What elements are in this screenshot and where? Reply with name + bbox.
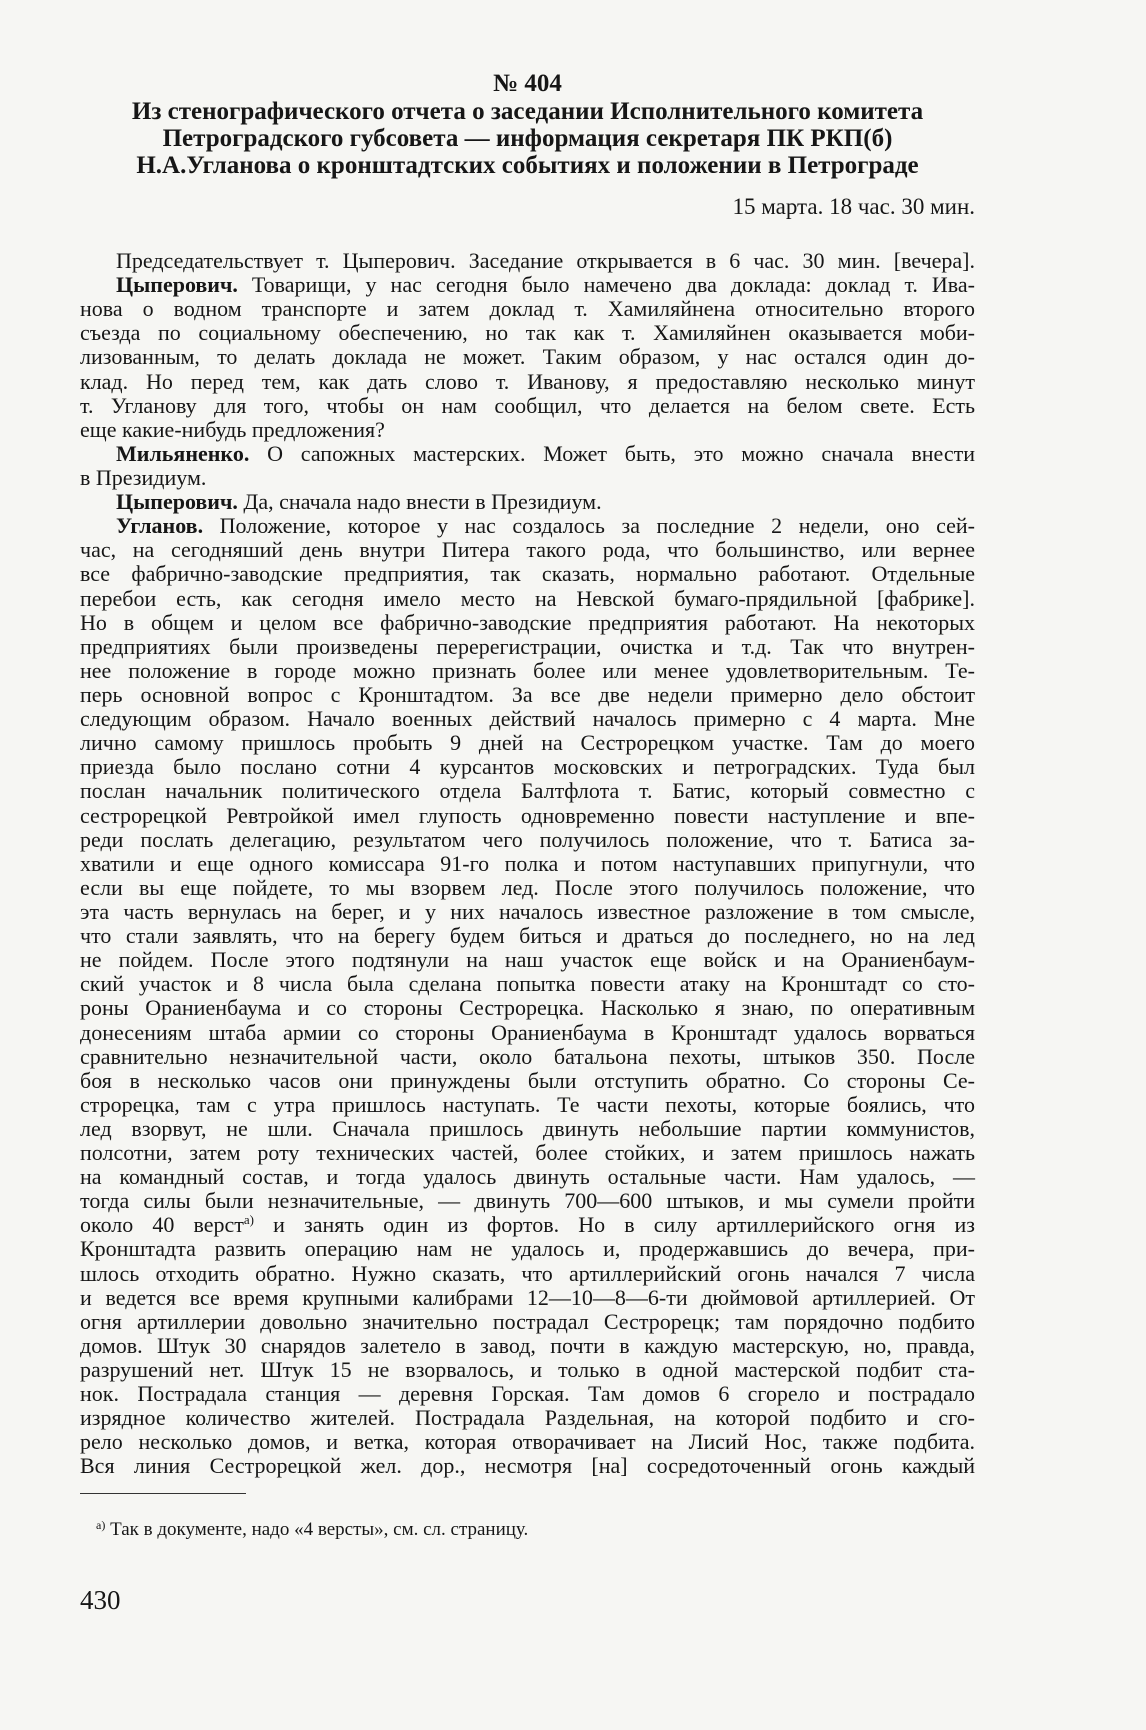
line-text: нее положение в городе можно признать более или менее удовлетворительным. Те-: [80, 657, 975, 683]
footnote-divider: [80, 1493, 246, 1494]
text-line: [80, 876, 975, 900]
speaker-name: Цыперович.: [116, 489, 238, 515]
line-text: лед взорвут, не шли. Сначала пришлось двинуть небольшие партии коммунистов,: [80, 1115, 975, 1141]
document-title: [80, 98, 975, 179]
text-line: [80, 1117, 975, 1141]
speaker-name: Угланов.: [116, 513, 204, 539]
footnote-text: Так в документе, надо «4 версты», см. сл. страницу.: [105, 1519, 529, 1540]
text-line: [80, 635, 975, 659]
text-line: [80, 924, 975, 948]
footnote: [96, 1519, 528, 1541]
text-line: [80, 1334, 975, 1358]
text-line: [80, 321, 975, 345]
line-text: сестрорецкой Ревтройкой имел глупость одновременно повести наступление и впе-: [80, 802, 975, 828]
line-text: съезда по социальному обеспечению, но так как т. Хамиляйнен оказывается моби-: [80, 320, 975, 346]
line-text: предприятиях были произведены перерегистрации, очистка и т.д. Так что внутрен-: [80, 633, 975, 659]
line-text: послан начальник политического отдела Балтфлота т. Батис, который совместно с: [80, 778, 975, 804]
line-text: и ведется все время крупными калибрами 12—10—8—6-ти дюймовой артиллерией. От: [80, 1284, 975, 1310]
text-line: [80, 996, 975, 1020]
line-text: нова о водном транспорте и затем доклад т. Хамиляйнена относительно второго: [80, 296, 975, 322]
line-text: донесениям штаба армии со стороны Ораниенбаума в Кронштадт удалось ворваться: [80, 1019, 975, 1045]
page-number: 430: [80, 1585, 121, 1615]
line-text: что стали заявлять, что на берегу будем биться и драться до последнего, но на лед: [80, 923, 975, 949]
text-line: [80, 948, 975, 972]
line-text: перь основной вопрос с Кронштадтом. За все две недели примерно дело обстоит: [80, 681, 975, 707]
text-line: [80, 804, 975, 828]
text-line: [80, 755, 975, 779]
line-text: лизованным, то делать доклада не может. Таким образом, у нас остался один до-: [80, 344, 975, 370]
line-text: Кронштадта развить операцию нам не удалось и, продержавшись до вечера, при-: [80, 1236, 975, 1262]
line-text: строрецка, там с утра пришлось наступать. Те части пехоты, которые боялись, что: [80, 1091, 975, 1117]
text-line: [80, 1021, 975, 1045]
line-text: разрушений нет. Штук 15 не взорвалось, и только в одной мастерской подбит ста-: [80, 1357, 975, 1383]
line-text: нок. Пострадала станция — деревня Горская. Там домов 6 сгорело и пострадало: [80, 1381, 975, 1407]
speaker-name: Мильяненко.: [116, 440, 250, 466]
line-text: еще какие-нибудь предложения?: [80, 416, 385, 442]
line-text: Но в общем и целом все фабрично-заводские предприятия работают. На некоторых: [80, 609, 975, 635]
text-line: [80, 1069, 975, 1093]
text-line: [80, 273, 975, 297]
text-line: [80, 587, 975, 611]
line-text: не пойдем. После этого подтянули на наш участок еще войск и на Ораниенбаум-: [80, 947, 975, 973]
line-text: перебои есть, как сегодня имело место на Невской бумаго-прядильной [фабрике].: [80, 585, 975, 611]
text-line: [80, 900, 975, 924]
line-text: около 40 верст: [80, 1212, 244, 1238]
line-text: сравнительно незначительной части, около батальона пехоты, штыков 350. После: [80, 1043, 975, 1069]
title-line: Н.А.Угланова о кронштадтских событиях и положении в Петрограде: [136, 152, 919, 179]
document-body: [80, 249, 975, 1479]
line-text: Положение, которое у нас создалось за последние 2 недели, оно сей-: [203, 513, 975, 539]
text-line: [80, 1406, 975, 1430]
line-text: Председательствует т. Цыперович. Заседание открывается в 6 час. 30 мин. [вечера].: [116, 248, 975, 273]
line-text: огня артиллерии довольно значительно пострадал Сестрорецк; там порядочно подбито: [80, 1308, 975, 1334]
text-line: [80, 249, 975, 273]
line-text: рело несколько домов, и ветка, которая отворачивает на Лисий Нос, также подбита.: [80, 1429, 975, 1455]
line-text: лично самому пришлось пробыть 9 дней на Сестрорецком участке. Там до моего: [80, 730, 975, 756]
document-date: 15 марта. 18 час. 30 мин.: [732, 194, 975, 219]
line-text: полсотни, затем роту технических частей, более стойких, и затем пришлось нажать: [80, 1140, 975, 1166]
text-line: [80, 972, 975, 996]
text-line: [80, 611, 975, 635]
text-line: [80, 1430, 975, 1454]
text-line: [80, 297, 975, 321]
footnote-mark: а): [96, 1518, 106, 1532]
line-text: Товарищи, у нас сегодня было намечено два доклада: доклад т. Ива-: [237, 272, 975, 298]
footnote-reference: а): [243, 1212, 255, 1228]
line-text: хватили и еще одного комиссара 91-го полка и потом наступавших припугнули, что: [80, 850, 975, 876]
text-line: [80, 1045, 975, 1069]
line-text: реди послать делегацию, результатом чего получилось положение, что т. Батиса за-: [80, 826, 975, 852]
text-line: [80, 1286, 975, 1310]
text-line: [80, 707, 975, 731]
title-line: Петроградского губсовета — информация секретаря ПК РКП(б): [162, 125, 893, 152]
text-line: [80, 490, 975, 514]
line-text: роны Ораниенбаума и со стороны Сестрорецка. Насколько я знаю, по оперативным: [80, 995, 975, 1021]
line-text: и занять один из фортов. Но в силу артиллерийского огня из: [254, 1212, 975, 1238]
document-number: № 404: [493, 70, 562, 97]
line-text: час, на сегодняший день внутри Питера такого рода, что большинство, или вернее: [80, 537, 975, 563]
line-text: следующим образом. Начало военных действий началось примерно с 4 марта. Мне: [80, 706, 975, 732]
line-text: ский участок и 8 числа была сделана попытка повести атаку на Кронштадт со сто-: [80, 971, 975, 997]
title-line: Из стенографического отчета о заседании Исполнительного комитета: [131, 98, 924, 125]
text-line: [80, 345, 975, 369]
text-line: [80, 442, 975, 466]
text-line: [80, 852, 975, 876]
text-line: [80, 466, 975, 490]
line-text: боя в несколько часов они принуждены были отступить обратно. Со стороны Се-: [80, 1067, 975, 1093]
line-text: в Президиум.: [80, 464, 207, 490]
line-text: шлось отходить обратно. Нужно сказать, что артиллерийский огонь начался 7 числа: [80, 1260, 975, 1286]
line-text: тогда силы были незначительные, — двинуть 700—600 штыков, и мы сумели пройти: [80, 1188, 975, 1214]
text-line: [80, 731, 975, 755]
text-line: [80, 562, 975, 586]
text-line: [80, 514, 975, 538]
text-line: [80, 1093, 975, 1117]
text-line: [80, 1165, 975, 1189]
line-text: клад. Но перед тем, как дать слово т. Иванову, я предоставляю несколько минут: [80, 368, 975, 394]
line-text: эта часть вернулась на берег, и у них началось известное разложение в том смысле,: [80, 898, 975, 924]
line-text: домов. Штук 30 снарядов залетело в завод, почти в каждую мастерскую, но, правда,: [80, 1332, 975, 1358]
text-line: [80, 1310, 975, 1334]
text-line: [80, 1213, 975, 1237]
text-line: [80, 828, 975, 852]
text-line: [80, 1237, 975, 1261]
text-line: [80, 1358, 975, 1382]
line-text: все фабрично-заводские предприятия, так сказать, нормально работают. Отдельные: [80, 561, 975, 587]
text-line: [80, 1382, 975, 1406]
text-line: [80, 538, 975, 562]
text-line: [80, 1262, 975, 1286]
line-text: на командный состав, и тогда удалось двинуть остальные части. Нам удалось, —: [80, 1164, 975, 1190]
text-line: [80, 370, 975, 394]
line-text: приезда было послано сотни 4 курсантов московских и петроградских. Туда был: [80, 754, 975, 780]
text-line: [80, 394, 975, 418]
text-line: [80, 659, 975, 683]
line-text: т. Угланову для того, чтобы он нам сообщил, что делается на белом свете. Есть: [80, 392, 975, 418]
text-line: [80, 683, 975, 707]
text-line: [80, 1189, 975, 1213]
line-text: О сапожных мастерских. Может быть, это можно сначала внести: [249, 440, 975, 466]
speaker-name: Цыперович.: [116, 272, 238, 298]
text-line: [80, 1454, 975, 1478]
line-text: Да, сначала надо внести в Президиум.: [237, 489, 602, 515]
text-line: [80, 418, 975, 442]
line-text: Вся линия Сестрорецкой жел. дор., несмотря [на] сосредоточенный огонь каждый: [80, 1453, 975, 1479]
line-text: если вы еще пойдете, то мы взорвем лед. После этого получилось положение, что: [80, 874, 975, 900]
text-line: [80, 1141, 975, 1165]
line-text: изрядное количество жителей. Пострадала Раздельная, на которой подбито и сго-: [80, 1405, 975, 1431]
text-line: [80, 779, 975, 803]
